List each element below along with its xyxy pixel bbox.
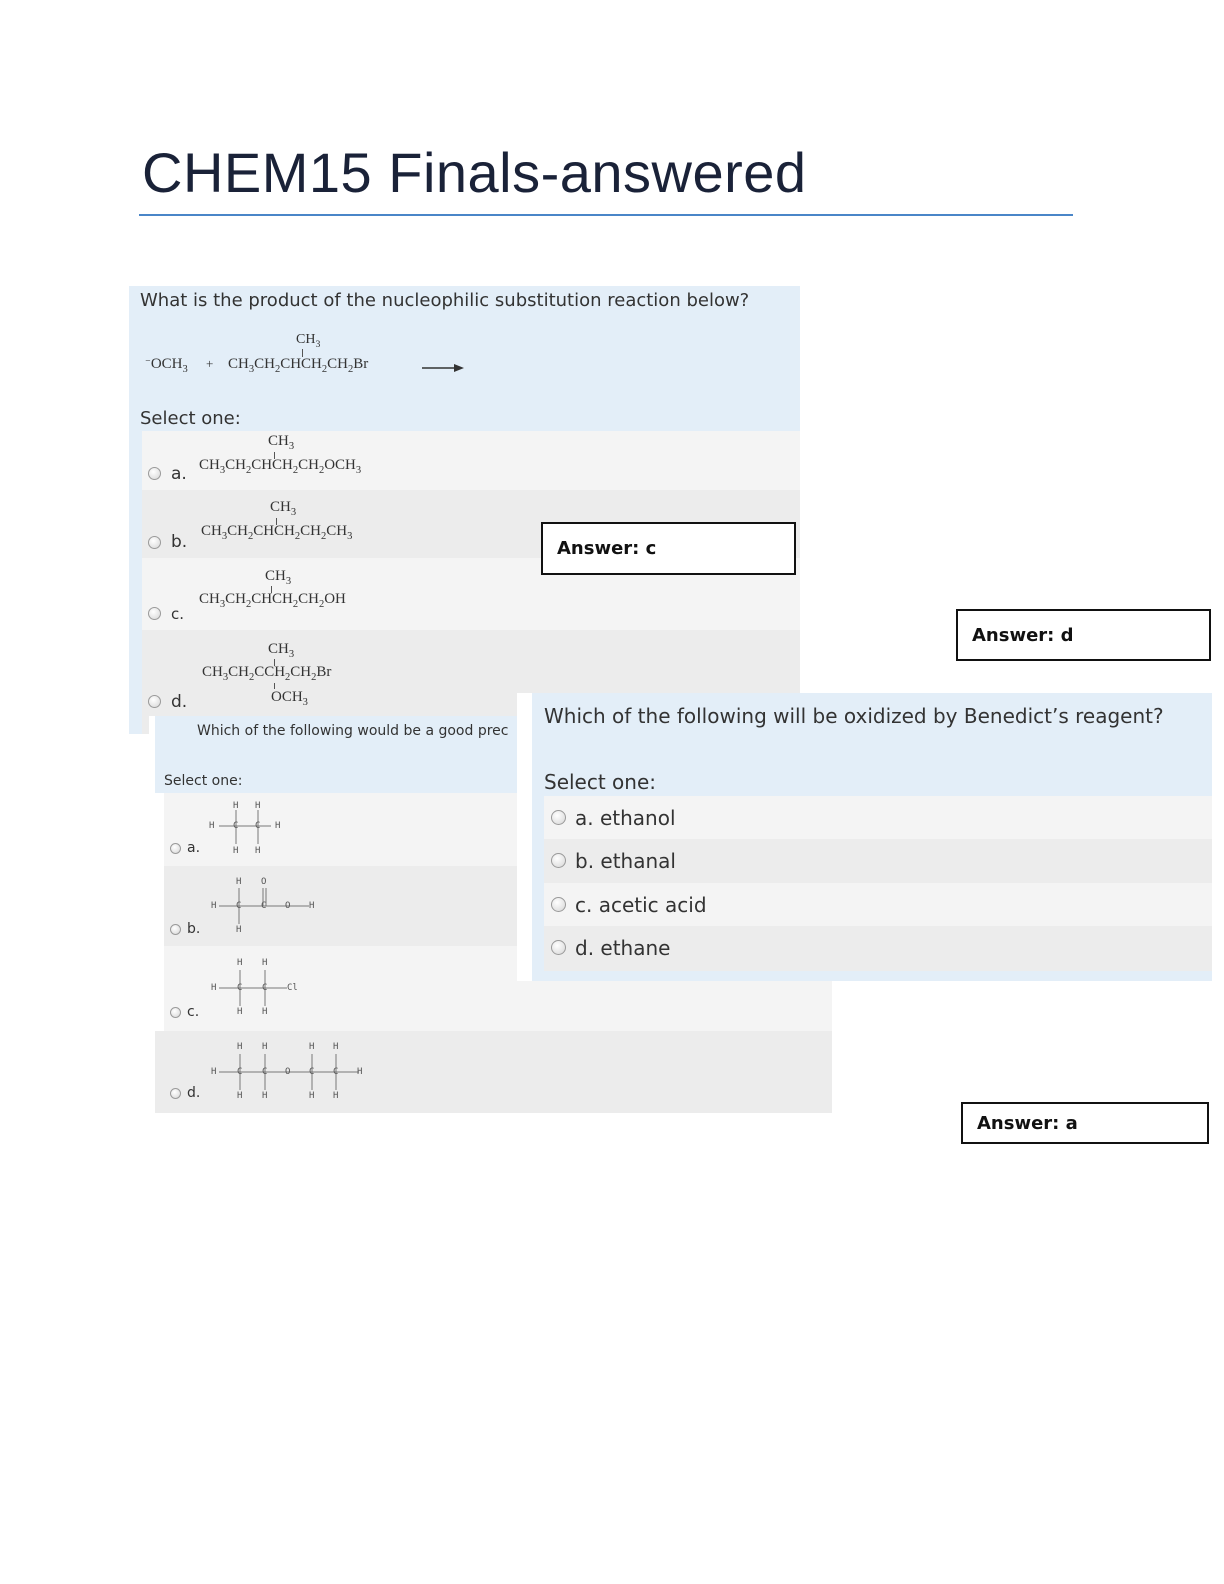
q2-option-a-radio[interactable]: [170, 843, 181, 854]
q1-option-a-radio[interactable]: [148, 467, 161, 480]
q2-option-c-structure: H H H C C Cl H H: [211, 958, 298, 1017]
q3-question-text: Which of the following will be oxidized by Benedict’s reagent?: [544, 704, 1164, 728]
q3-panel-left-strip: [532, 796, 544, 981]
q1-option-c-top: $CH_3$: [265, 568, 292, 587]
q1-option-b-letter: b.: [171, 532, 188, 552]
q1-option-c-radio[interactable]: [148, 607, 161, 620]
q2-option-d-radio[interactable]: [170, 1088, 181, 1099]
q2-option-a-structure: H H H C C H H H: [209, 801, 281, 856]
q3-option-a-label: a. ethanol: [575, 806, 676, 830]
q3-option-c-radio[interactable]: [551, 897, 566, 912]
q2-option-d-letter: d.: [187, 1085, 201, 1101]
q1-question-text: What is the product of the nucleophilic substitution reaction below?: [140, 290, 750, 311]
q2-option-d-structure: H H H H H C C O C C H H H H H: [211, 1042, 363, 1101]
q3-panel-bottom-strip: [532, 971, 1212, 981]
q1-option-b-formula: $CH_3CH_2CHCH_2CH_2CH_3$: [201, 523, 353, 542]
q3-option-d-label: d. ethane: [575, 936, 671, 960]
q1-option-b-top: $CH_3$: [270, 499, 297, 518]
title-underline: [139, 214, 1073, 216]
q2-answer-box: Answer: d: [956, 609, 1211, 661]
q2-option-b-letter: b.: [187, 921, 201, 937]
q1-answer-box: Answer: c: [541, 522, 796, 575]
q1-option-d-letter: d.: [171, 692, 188, 712]
q1-reaction-arrow: [420, 362, 466, 374]
q2-option-b-structure: H O H C C O H H: [211, 877, 315, 935]
q1-panel-left-strip: [129, 431, 142, 734]
q1-option-d-top: $CH_3$: [268, 641, 295, 660]
q2-option-c-radio[interactable]: [170, 1007, 181, 1018]
q1-option-a-formula: $CH_3CH_2CHCH_2CH_2OCH_3$: [199, 457, 362, 476]
q1-option-a-top: $CH_3$: [268, 433, 295, 452]
q1-option-d-bottom: $OCH_3$: [271, 689, 308, 708]
q3-option-a-radio[interactable]: [551, 810, 566, 825]
q1-reaction-substituent: $CH_3$: [296, 332, 321, 350]
q1-option-d-radio[interactable]: [148, 695, 161, 708]
q1-reaction-reagent: $^{^-}OCH_3$: [145, 356, 188, 375]
q1-option-c-letter: c.: [171, 605, 185, 623]
q2-option-c-letter: c.: [187, 1004, 200, 1020]
q2-question-text: Which of the following would be a good prec: [197, 723, 509, 739]
document-title: CHEM15 Finals-answered: [142, 141, 807, 204]
q1-option-a-letter: a.: [171, 464, 187, 484]
q1-reaction-plus: +: [206, 356, 214, 371]
q1-reaction-chain: $CH_3CH_2CHCH_2CH_2Br$: [228, 356, 369, 375]
q3-option-b-label: b. ethanal: [575, 849, 676, 873]
q1-select-one: Select one:: [140, 408, 241, 429]
q2-option-b-radio[interactable]: [170, 924, 181, 935]
q3-select-one: Select one:: [544, 770, 657, 794]
q3-option-c-label: c. acetic acid: [575, 893, 707, 917]
q3-option-b-radio[interactable]: [551, 853, 566, 868]
q1-option-d-formula: $CH_3CH_2CCH_2CH_2Br$: [202, 664, 332, 683]
q3-answer-box: Answer: a: [961, 1102, 1209, 1144]
q2-select-one: Select one:: [164, 773, 243, 789]
q1-option-c-formula: $CH_3CH_2CHCH_2CH_2OH$: [199, 591, 346, 610]
q2-option-a-letter: a.: [187, 840, 201, 856]
q1-option-b-radio[interactable]: [148, 536, 161, 549]
q3-option-d-radio[interactable]: [551, 940, 566, 955]
